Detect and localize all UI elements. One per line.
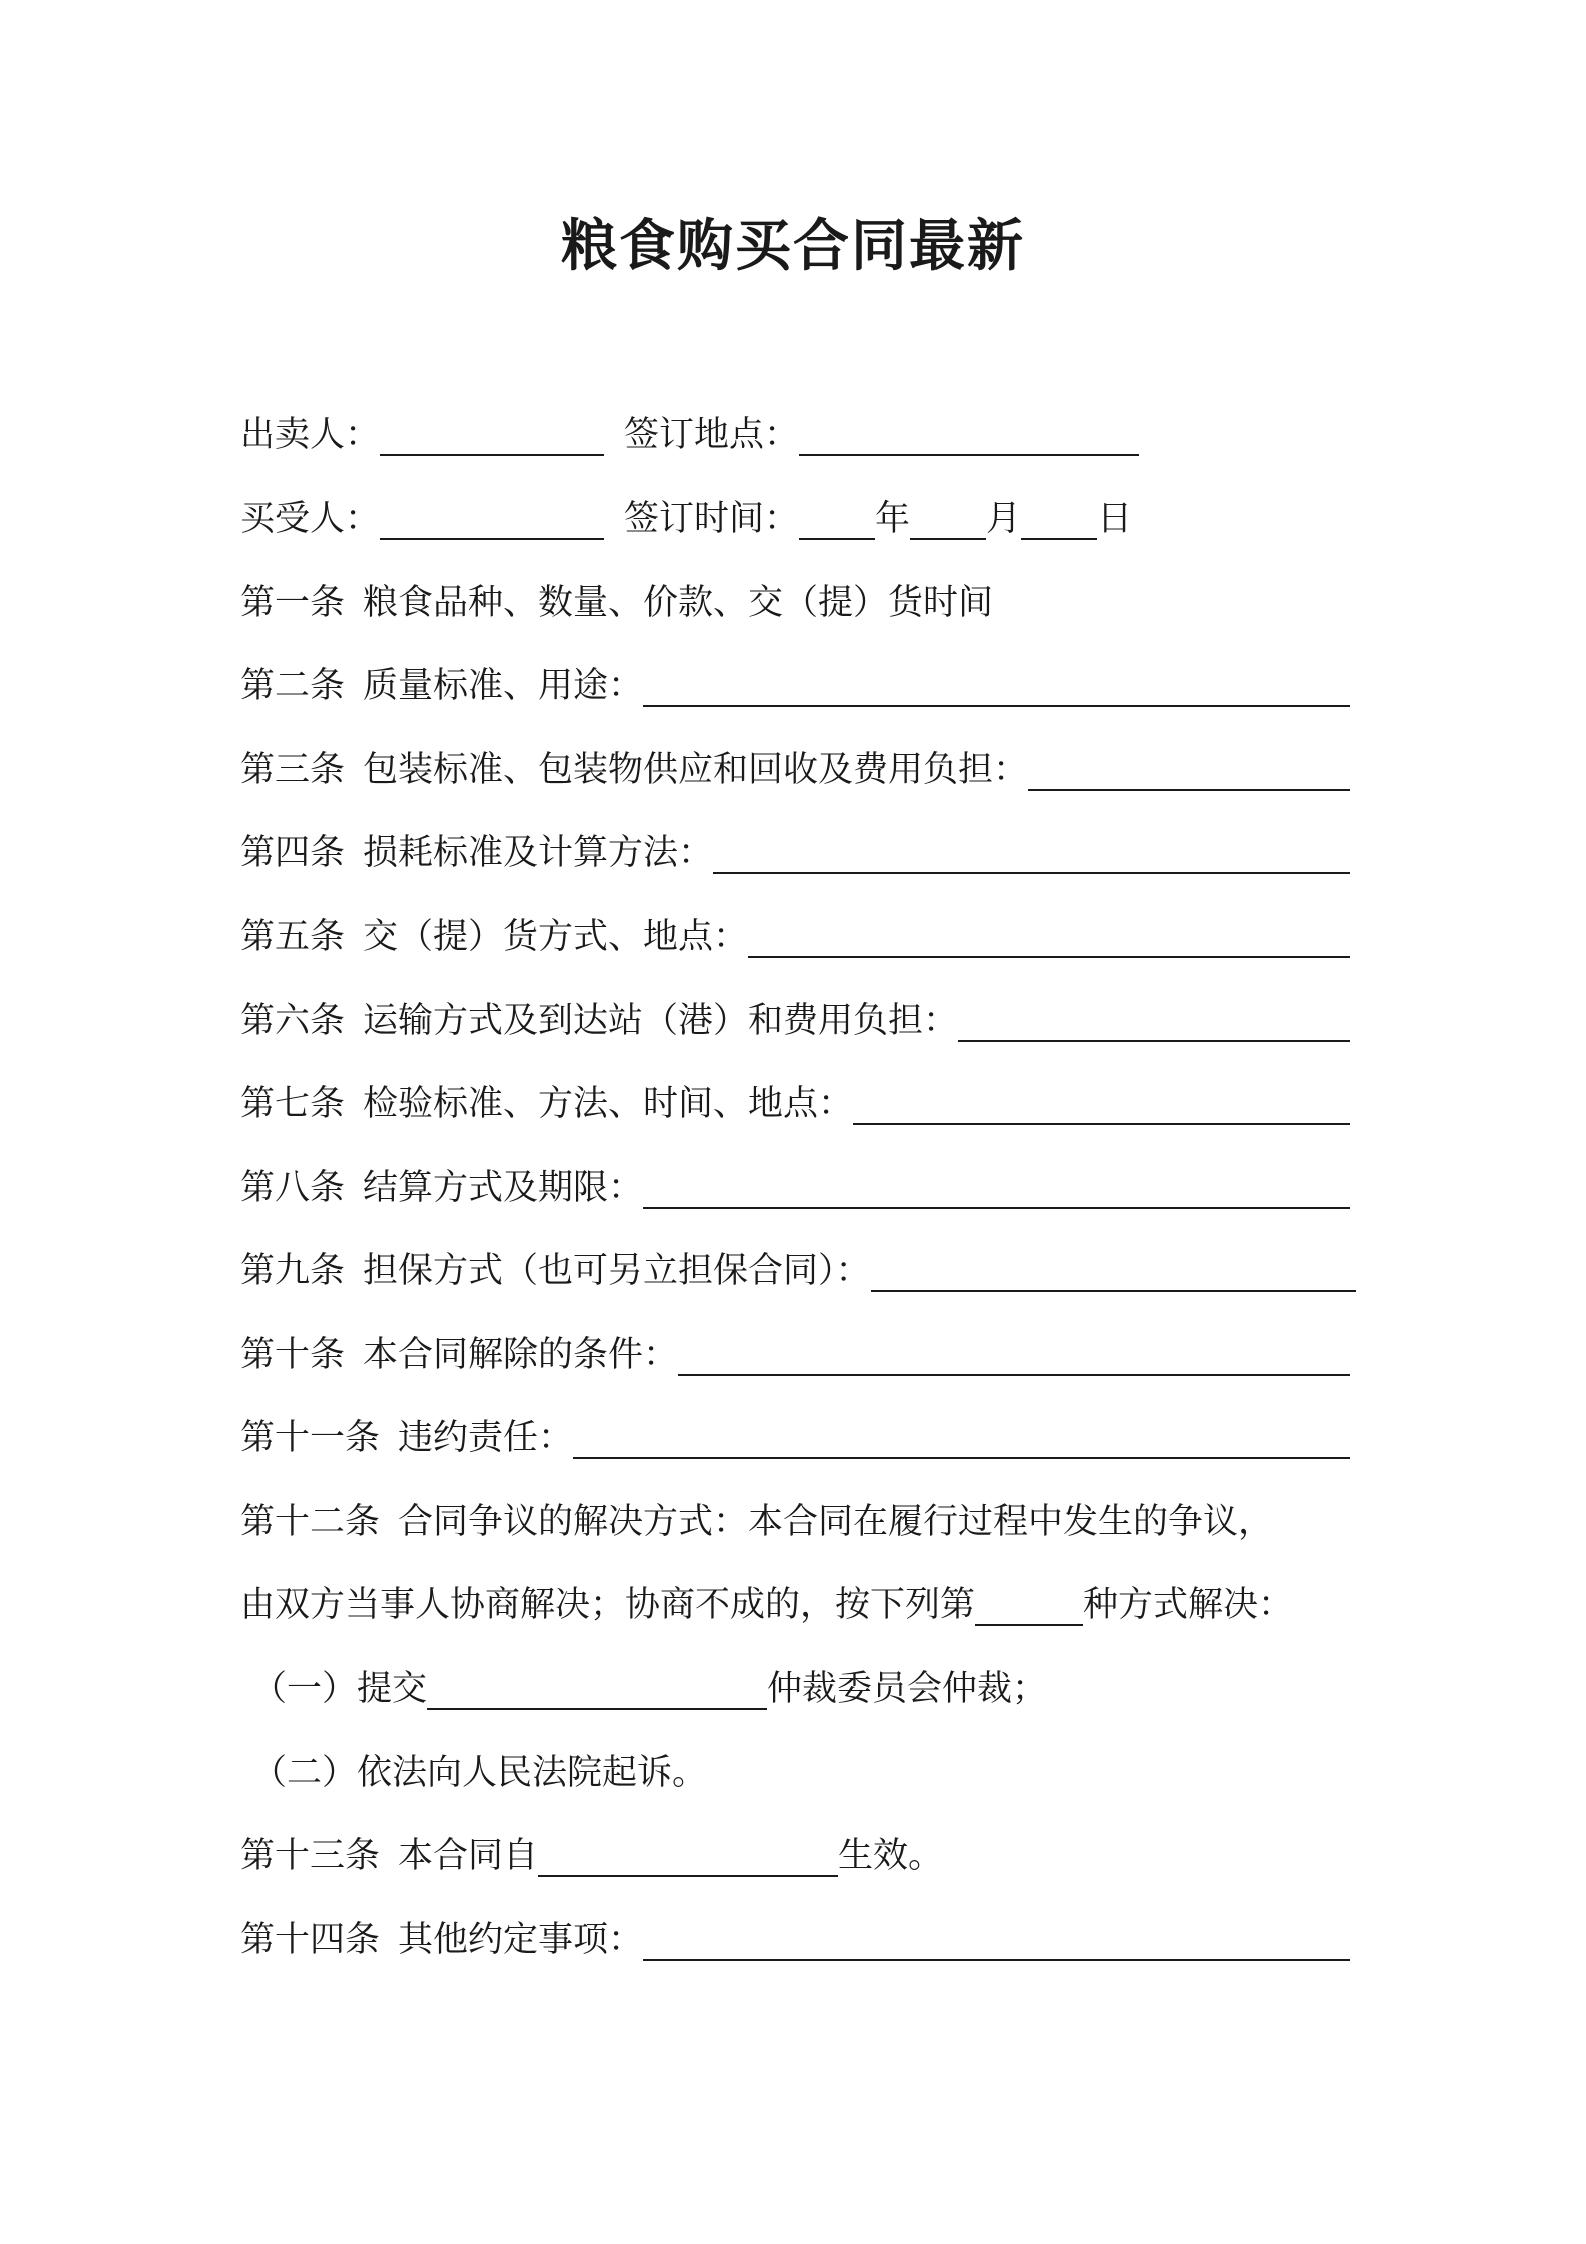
day-blank[interactable] — [1021, 494, 1097, 540]
article-13-text-b: 生效。 — [838, 1836, 944, 1876]
article-1-text: 粮食品种、数量、价款、交（提）货时间 — [363, 583, 994, 623]
article-4 — [240, 826, 1350, 880]
article-5-number: 第五条 — [240, 917, 346, 957]
article-10-text: 本合同解除的条件： — [363, 1335, 679, 1375]
article-8-blank[interactable] — [643, 1163, 1350, 1209]
article-2-text: 质量标准、用途： — [363, 666, 644, 706]
article-4-blank[interactable] — [713, 828, 1350, 874]
article-12-line-2 — [240, 1578, 1360, 1632]
article-5-blank[interactable] — [748, 912, 1350, 958]
article-4-number: 第四条 — [240, 833, 346, 873]
article-11-blank[interactable] — [573, 1413, 1350, 1459]
article-1-number: 第一条 — [240, 583, 346, 623]
article-6 — [240, 994, 1350, 1048]
year-blank[interactable] — [799, 494, 875, 540]
sign-place-label: 签订地点： — [624, 415, 800, 455]
article-12-line2-b: 种方式解决： — [1083, 1585, 1294, 1625]
article-14 — [240, 1913, 1350, 1967]
day-label: 日 — [1097, 499, 1133, 539]
article-2-blank[interactable] — [643, 661, 1350, 707]
article-6-number: 第六条 — [240, 1001, 346, 1041]
article-13-text-a: 本合同自 — [398, 1836, 539, 1876]
article-7-blank[interactable] — [853, 1079, 1350, 1125]
article-12-text: 合同争议的解决方式：本合同在履行过程中发生的争议， — [398, 1502, 1274, 1542]
article-9-number: 第九条 — [240, 1251, 346, 1291]
effective-date-blank[interactable] — [538, 1831, 838, 1877]
article-9 — [240, 1244, 1356, 1298]
article-10 — [240, 1328, 1350, 1382]
article-5 — [240, 910, 1350, 964]
buyer-label: 买受人： — [240, 499, 381, 539]
article-7-number: 第七条 — [240, 1084, 346, 1124]
document-title: 粮食购买合同最新 — [561, 214, 1025, 279]
seller-blank[interactable] — [380, 410, 604, 456]
article-12 — [240, 1495, 1360, 1549]
buyer-row — [240, 492, 1360, 546]
article-10-number: 第十条 — [240, 1335, 346, 1375]
buyer-blank[interactable] — [380, 494, 604, 540]
article-3-number: 第三条 — [240, 750, 346, 790]
article-8-text: 结算方式及期限： — [363, 1168, 644, 1208]
article-8 — [240, 1161, 1350, 1215]
article-11-text: 违约责任： — [398, 1418, 574, 1458]
arbitration-commission-blank[interactable] — [427, 1664, 767, 1710]
article-9-text: 担保方式（也可另立担保合同）： — [363, 1251, 871, 1291]
article-10-blank[interactable] — [678, 1330, 1350, 1376]
article-11 — [240, 1411, 1350, 1465]
dispute-option-blank[interactable] — [975, 1580, 1083, 1626]
month-blank[interactable] — [910, 494, 986, 540]
article-2 — [240, 659, 1350, 713]
article-7 — [240, 1077, 1350, 1131]
article-1 — [240, 576, 1360, 630]
article-6-blank[interactable] — [958, 996, 1350, 1042]
article-3-blank[interactable] — [1028, 745, 1350, 791]
article-14-blank[interactable] — [643, 1915, 1350, 1961]
option-2-text: （二）依法向人民法院起诉。 — [252, 1753, 708, 1793]
seller-label: 出卖人： — [240, 415, 381, 455]
article-14-text: 其他约定事项： — [398, 1920, 644, 1960]
article-12-option-1 — [252, 1662, 1372, 1716]
year-label: 年 — [875, 499, 911, 539]
article-12-option-2 — [252, 1746, 1372, 1800]
article-13 — [240, 1829, 1360, 1883]
option-1-text-a: （一）提交 — [252, 1669, 428, 1709]
sign-place-blank[interactable] — [799, 410, 1139, 456]
month-label: 月 — [986, 499, 1022, 539]
article-11-number: 第十一条 — [240, 1418, 381, 1458]
article-8-number: 第八条 — [240, 1168, 346, 1208]
sign-time-label: 签订时间： — [624, 499, 800, 539]
article-3 — [240, 743, 1350, 797]
option-1-text-b: 仲裁委员会仲裁； — [767, 1669, 1048, 1709]
article-13-number: 第十三条 — [240, 1836, 381, 1876]
article-4-text: 损耗标准及计算方法： — [363, 833, 714, 873]
article-9-blank[interactable] — [871, 1246, 1356, 1292]
seller-row — [240, 408, 1360, 462]
article-5-text: 交（提）货方式、地点： — [363, 917, 749, 957]
article-12-number: 第十二条 — [240, 1502, 381, 1542]
article-6-text: 运输方式及到达站（港）和费用负担： — [363, 1001, 959, 1041]
article-3-text: 包装标准、包装物供应和回收及费用负担： — [363, 750, 1029, 790]
article-7-text: 检验标准、方法、时间、地点： — [363, 1084, 854, 1124]
article-14-number: 第十四条 — [240, 1920, 381, 1960]
article-2-number: 第二条 — [240, 666, 346, 706]
article-12-line2-a: 由双方当事人协商解决；协商不成的，按下列第 — [240, 1585, 976, 1625]
